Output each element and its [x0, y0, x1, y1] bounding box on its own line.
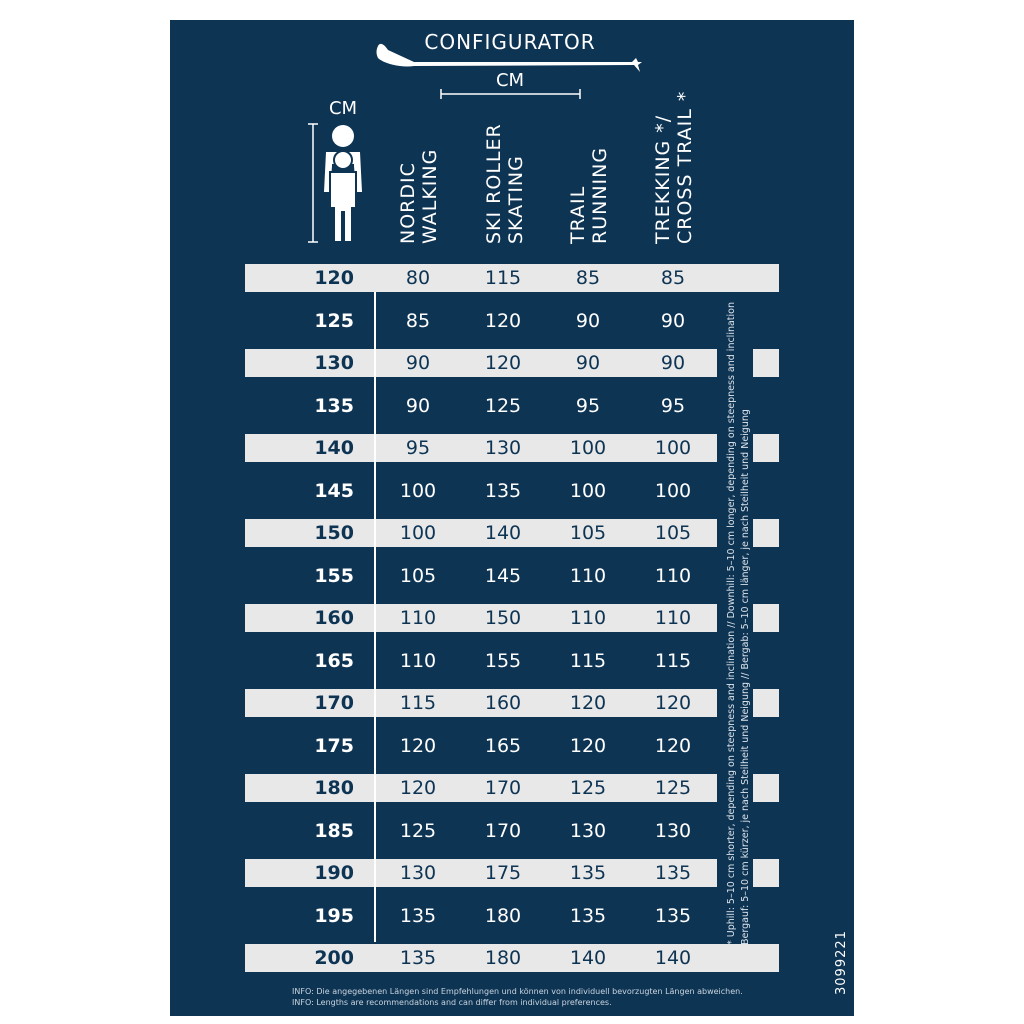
pole-length-cell: 135	[654, 862, 692, 884]
pole-length-cell: 120	[569, 692, 607, 714]
body-height-cell: 125	[314, 309, 354, 332]
pole-length-cell: 160	[484, 692, 522, 714]
pole-length-cell: 125	[569, 777, 607, 799]
column-header-ski-roller-skating: SKI ROLLER SKATING	[483, 123, 527, 244]
body-height-cell: 185	[314, 819, 354, 842]
pole-length-cell: 120	[654, 692, 692, 714]
pole-length-cell: 135	[399, 904, 437, 927]
body-height-cell: 140	[314, 437, 354, 459]
pole-length-cell: 115	[654, 649, 692, 672]
pole-length-cell: 120	[569, 734, 607, 757]
pole-length-cell: 95	[575, 394, 601, 417]
pole-length-cell: 130	[654, 819, 692, 842]
body-height-cell: 150	[314, 522, 354, 544]
pole-length-cell: 125	[654, 777, 692, 799]
pole-length-cell: 145	[484, 564, 522, 587]
body-height-cell: 155	[314, 564, 354, 587]
people-height-icon	[300, 120, 370, 250]
pole-length-cell: 120	[654, 734, 692, 757]
body-height-cell: 190	[314, 862, 354, 884]
body-height-cell: 195	[314, 904, 354, 927]
pole-length-cell: 135	[654, 904, 692, 927]
pole-length-cell: 90	[660, 352, 686, 374]
pole-length-cell: 170	[484, 819, 522, 842]
pole-length-cell: 115	[569, 649, 607, 672]
column-header-trekking-cross-trail: TREKKING */ CROSS TRAIL *	[652, 90, 696, 244]
body-height-unit: CM	[328, 98, 358, 119]
pole-length-cell: 110	[654, 607, 692, 629]
pole-length-cell: 100	[654, 479, 692, 502]
pole-length-cell: 105	[399, 564, 437, 587]
pole-length-cell: 110	[569, 564, 607, 587]
pole-length-cell: 110	[399, 607, 437, 629]
pole-length-cell: 170	[484, 777, 522, 799]
table-row-band-tab	[753, 689, 779, 717]
pole-length-cell: 100	[399, 522, 437, 544]
table-row-band-tab	[753, 859, 779, 887]
table-row-band-tab	[753, 349, 779, 377]
pole-length-cell: 90	[405, 352, 431, 374]
pole-length-cell: 115	[484, 267, 522, 289]
pole-length-cell: 140	[569, 947, 607, 969]
table-row-band-tab	[753, 434, 779, 462]
article-number: 3099221	[834, 930, 849, 995]
pole-length-cell: 110	[399, 649, 437, 672]
body-height-cell: 200	[314, 947, 354, 969]
pole-length-cell: 175	[484, 862, 522, 884]
body-height-cell: 165	[314, 649, 354, 672]
chart-title: CONFIGURATOR	[424, 30, 596, 54]
pole-length-cell: 130	[484, 437, 522, 459]
pole-length-cell: 100	[654, 437, 692, 459]
body-height-cell: 175	[314, 734, 354, 757]
pole-length-cell: 120	[484, 309, 522, 332]
pole-length-cell: 140	[654, 947, 692, 969]
pole-length-cell: 135	[569, 904, 607, 927]
body-height-cell: 160	[314, 607, 354, 629]
pole-length-cell: 150	[484, 607, 522, 629]
pole-length-cell: 90	[405, 394, 431, 417]
pole-length-cell: 180	[484, 947, 522, 969]
table-divider	[374, 292, 376, 942]
pole-length-cell: 90	[575, 309, 601, 332]
pole-length-cell: 180	[484, 904, 522, 927]
pole-length-cell: 120	[399, 734, 437, 757]
pole-length-cell: 140	[484, 522, 522, 544]
pole-length-cell: 125	[399, 819, 437, 842]
table-row-band-tab	[753, 604, 779, 632]
column-header-trail-running: TRAIL RUNNING	[567, 146, 611, 244]
column-header-nordic-walking: NORDIC WALKING	[397, 148, 441, 244]
pole-length-cell: 105	[654, 522, 692, 544]
pole-length-cell: 135	[569, 862, 607, 884]
pole-length-cell: 100	[399, 479, 437, 502]
pole-length-cell: 165	[484, 734, 522, 757]
pole-length-cell: 90	[660, 309, 686, 332]
pole-length-cell: 90	[575, 352, 601, 374]
pole-length-cell: 85	[405, 309, 431, 332]
pole-length-unit: CM	[495, 70, 525, 91]
pole-length-cell: 115	[399, 692, 437, 714]
pole-length-cell: 95	[660, 394, 686, 417]
slope-adjustment-note: * Uphill: 5–10 cm shorter, depending on steepness and inclination // Downhill: 5–10 cm longer, depending on steepness and inclination Bergauf: 5–10 cm kürzer, je nach Steilheit und Neigung // Bergab: 5–10 cm länger, je nach Steilheit und Neigung	[726, 301, 751, 945]
pole-length-cell: 135	[484, 479, 522, 502]
body-height-cell: 120	[314, 267, 354, 289]
pole-length-cell: 120	[399, 777, 437, 799]
pole-length-cell: 110	[654, 564, 692, 587]
pole-length-cell: 100	[569, 437, 607, 459]
pole-length-cell: 135	[399, 947, 437, 969]
pole-length-cell: 110	[569, 607, 607, 629]
body-height-cell: 130	[314, 352, 354, 374]
body-height-cell: 135	[314, 394, 354, 417]
pole-length-cell: 100	[569, 479, 607, 502]
table-row-band-tab	[753, 519, 779, 547]
pole-length-cell: 120	[484, 352, 522, 374]
pole-length-cell: 130	[399, 862, 437, 884]
pole-length-cell: 130	[569, 819, 607, 842]
pole-length-cell: 85	[660, 267, 686, 289]
info-note: INFO: Die angegebenen Längen sind Empfehlungen und können von individuell bevorzugten Längen abweichen. INFO: Lengths are recommendations and can differ from individual preferences.	[292, 987, 743, 1007]
pole-length-cell: 80	[405, 267, 431, 289]
pole-length-cell: 155	[484, 649, 522, 672]
body-height-cell: 170	[314, 692, 354, 714]
table-row-band-tab	[753, 774, 779, 802]
body-height-cell: 145	[314, 479, 354, 502]
pole-length-cell: 125	[484, 394, 522, 417]
body-height-cell: 180	[314, 777, 354, 799]
pole-length-cell: 95	[405, 437, 431, 459]
pole-length-cell: 85	[575, 267, 601, 289]
pole-length-cell: 105	[569, 522, 607, 544]
